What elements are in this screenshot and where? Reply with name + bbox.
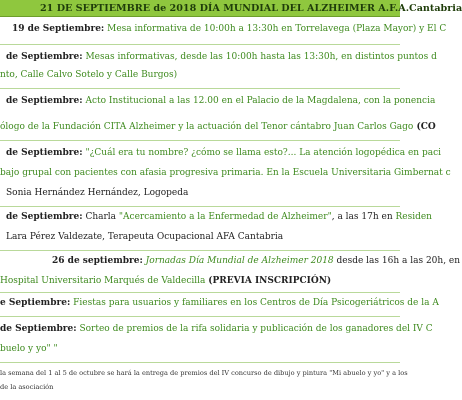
registration-note: (PREVIA INSCRIPCIÓN) xyxy=(208,276,332,286)
event-text: Mesa informativa de 10:00h a 13:30h en Torrelavega (Plaza Mayor) y El C xyxy=(104,24,447,34)
event-title: "Acercamiento a la Enfermedad de Alzheimer" xyxy=(118,212,332,222)
event-date: de Septiembre: xyxy=(6,96,83,106)
event-item xyxy=(6,96,436,106)
event-text: bajo grupal con pacientes con afasia progresiva primaria. En la Escuela Universitaria Gimbernat c xyxy=(0,168,451,178)
event-text: "¿Cuál era tu nombre? ¿cómo se llama esto?... La atención logopédica en paci xyxy=(82,148,441,158)
divider xyxy=(0,140,400,141)
event-item xyxy=(6,212,432,222)
event-highlight: (CO xyxy=(413,122,436,132)
speaker-name: Sonia Hernández Hernández, Logopeda xyxy=(6,188,189,198)
event-continuation xyxy=(0,344,400,354)
event-date: de Septiembre: xyxy=(6,212,83,222)
event-title: Jornadas Día Mundial de Alzheimer 2018 xyxy=(142,256,334,266)
divider xyxy=(0,88,400,89)
footer-note xyxy=(0,369,408,378)
event-date: e Septiembre: xyxy=(0,298,71,308)
divider xyxy=(0,292,400,293)
event-text: Charla xyxy=(82,212,119,222)
event-location: Hospital Universitario Marqués de Valdecilla xyxy=(0,276,209,286)
event-item xyxy=(12,24,447,34)
event-date: de Septiembre: xyxy=(6,52,83,62)
event-item xyxy=(6,148,441,158)
divider xyxy=(0,44,400,45)
event-date: de Septiembre: xyxy=(0,324,77,334)
divider xyxy=(0,316,400,317)
divider xyxy=(0,206,400,207)
event-text: Acto Institucional a las 12.00 en el Palacio de la Magdalena, con la ponencia xyxy=(82,96,436,106)
footer-line: la semana del 1 al 5 de octubre se hará la entrega de premios del IV concurso de dibujo y pintura "Mi abuelo y yo" y a los xyxy=(0,369,408,377)
event-continuation xyxy=(0,122,436,132)
event-text: nto, Calle Calvo Sotelo y Calle Burgos) xyxy=(0,70,178,80)
event-text: desde las 16h a las 20h, en xyxy=(333,256,461,266)
event-speaker xyxy=(6,232,406,242)
event-text: buelo y yo" " xyxy=(0,344,58,354)
page-title-banner: 21 DE SEPTIEMBRE de 2018 DÍA MUNDIAL DEL ALZHEIMER A.F.A.Cantabria xyxy=(0,0,400,17)
event-text: Fiestas para usuarios y familiares en los Centros de Día Psicogeriátricos de la A xyxy=(70,298,439,308)
event-text: Sorteo de premios de la rifa solidaria y publicación de los ganadores del IV C xyxy=(76,324,433,334)
event-text: , a las 17h en xyxy=(331,212,396,222)
event-date: 26 de septiembre: xyxy=(52,256,143,266)
event-date: de Septiembre: xyxy=(6,148,83,158)
divider xyxy=(0,362,400,363)
event-item xyxy=(52,256,461,266)
event-text: ólogo de la Fundación CITA Alzheimer y la actuación del Tenor cántabro Juan Carlos Gago xyxy=(0,122,414,132)
footer-note xyxy=(0,384,400,392)
event-item xyxy=(0,324,433,334)
footer-line: de la asociación xyxy=(0,383,54,391)
speaker-name: Lara Pérez Valdezate, Terapeuta Ocupacional AFA Cantabria xyxy=(6,232,284,242)
event-continuation xyxy=(0,276,400,286)
event-location: Residen xyxy=(395,212,432,222)
event-date: 19 de Septiembre: xyxy=(12,24,105,34)
event-speaker xyxy=(6,188,406,198)
divider xyxy=(0,250,400,251)
event-text: Mesas informativas, desde las 10:00h hasta las 13:30h, en distintos puntos d xyxy=(82,52,437,62)
event-continuation xyxy=(0,168,451,178)
event-item xyxy=(6,52,437,62)
event-continuation xyxy=(0,70,400,80)
event-item xyxy=(0,298,439,308)
